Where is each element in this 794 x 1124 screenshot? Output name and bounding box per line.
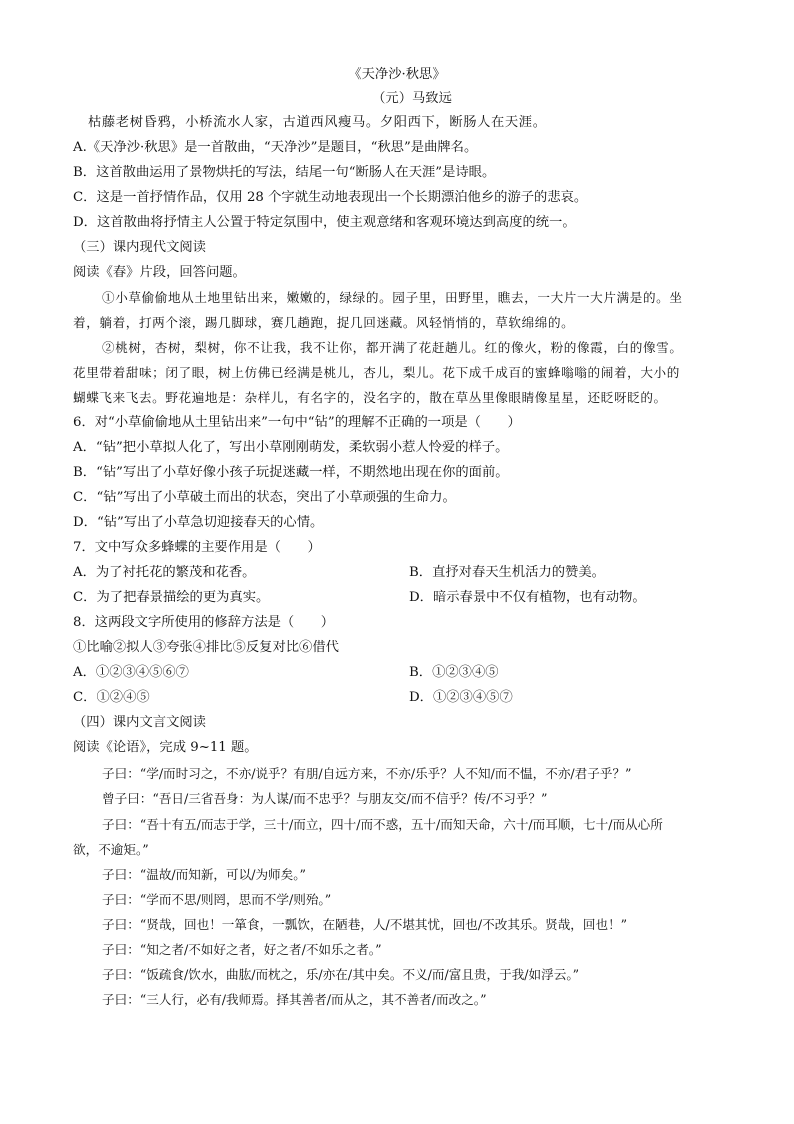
analects-line-2: 曾子曰：“吾日/三省吾身：为人谋/而不忠乎？与朋友交/而不信乎？传/不习乎？” [102,791,548,806]
analects-line-1: 子曰：“学/而时习之，不亦/说乎？有朋/自远方来，不亦/乐乎？人不知/而不愠，不亦/君子乎？” [102,766,632,781]
poem-text: 枯藤老树昏鸦，小桥流水人家，古道西风瘦马。夕阳西下，断肠人在天涯。 [88,115,547,130]
poem-option-b: B．这首散曲运用了景物烘托的写法，结尾一句“断肠人在天涯”是诗眼。 [73,165,496,180]
q8-option-b: B．①②③④⑤ [409,665,499,680]
q6-option-d: D．“钻”写出了小草急切迎接春天的心情。 [73,515,324,530]
passage-p2-line3: 蝴蝶飞来飞去。野花遍地是：杂样儿，有名字的，没名字的，散在草丛里像眼睛像星星，还眨呀眨的。 [73,390,667,405]
q6-stem: 6．对“小草偷偷地从土里钻出来”一句中“钻”的理解不正确的一项是（ ） [73,415,521,430]
passage-p1-line1: ①小草偷偷地从土地里钻出来，嫩嫩的，绿绿的。园子里，田野里，瞧去，一大片一大片满是的。坐 [102,290,683,305]
analects-line-3: 子曰：“吾十有五/而志于学，三十/而立，四十/而不惑，五十/而知天命，六十/而耳顺，七十/而从心所 [102,817,663,832]
poem-title: 《天净沙·秋思》 [348,67,446,82]
q7-option-d: D．暗示春景中不仅有植物，也有动物。 [409,590,646,605]
q8-option-d: D．①②③④⑤⑦ [409,690,513,705]
section3-heading: （三）课内现代文阅读 [73,240,206,255]
q7-option-b: B．直抒对春天生机活力的赞美。 [409,565,605,580]
q6-option-c: C．“钻”写出了小草破土而出的状态，突出了小草顽强的生命力。 [73,490,456,505]
q7-option-a: A．为了衬托花的繁茂和花香。 [73,565,256,580]
poem-option-a: A.《天净沙·秋思》是一首散曲，“天净沙”是题目，“秋思”是曲牌名。 [73,140,478,155]
poem-option-d: D．这首散曲将抒情主人公置于特定氛围中，使主观意绪和客观环境达到高度的统一。 [73,215,576,230]
q8-option-a: A．①②③④⑤⑥⑦ [73,665,189,680]
passage-p1-line2: 着，躺着，打两个滚，踢几脚球，赛几趟跑，捉几回迷藏。风轻悄悄的，草软绵绵的。 [73,315,575,330]
section4-instruction: 阅读《论语》，完成 9~11 题。 [73,740,258,755]
poem-author: （元）马致远 [372,91,452,106]
passage-p2-line1: ②桃树，杏树，梨树，你不让我，我不让你，都开满了花赶趟儿。红的像火，粉的像霞，白的像雪。 [102,340,683,355]
analects-line-9: 子曰：“三人行，必有/我师焉。择其善者/而从之，其不善者/而改之。” [102,992,487,1007]
q7-option-c: C．为了把春景描绘的更为真实。 [73,590,270,605]
q8-option-c: C．①②④⑤ [73,690,150,705]
section3-instruction: 阅读《春》片段，回答问题。 [73,265,246,280]
poem-option-c: C．这是一首抒情作品，仅用 28 个字就生动地表现出一个长期漂泊他乡的游子的悲哀。 [73,190,588,205]
passage-p2-line2: 花里带着甜味；闭了眼，树上仿佛已经满是桃儿，杏儿，梨儿。花下成千成百的蜜蜂嗡嗡的闹着，大小的 [73,365,680,380]
analects-line-3-cont: 欲，不逾矩。” [73,842,149,857]
analects-line-5: 子曰：“学而不思/则罔，思而不学/则殆。” [102,892,332,907]
analects-line-4: 子曰：“温故/而知新，可以/为师矣。” [102,867,306,882]
analects-line-7: 子曰：“知之者/不如好之者，好之者/不如乐之者。” [102,942,382,957]
q8-device-list: ①比喻②拟人③夸张④排比⑤反复对比⑥借代 [73,640,339,655]
analects-line-8: 子曰：“饭疏食/饮水，曲肱/而枕之，乐/亦在/其中矣。不义/而/富且贵，于我/如浮云。” [102,967,580,982]
q8-stem: 8．这两段文字所使用的修辞方法是（ ） [73,615,335,630]
analects-line-6: 子曰：“贤哉，回也！一箪食，一瓢饮，在陋巷，人/不堪其忧，回也/不改其乐。贤哉，回也！” [102,917,628,932]
q6-option-a: A．“钻”把小草拟人化了，写出小草刚刚萌发，柔软弱小惹人怜爱的样子。 [73,440,509,455]
q6-option-b: B．“钻”写出了小草好像小孩子玩捉迷藏一样，不期然地出现在你的面前。 [73,465,509,480]
section4-heading: （四）课内文言文阅读 [73,715,206,730]
q7-stem: 7．文中写众多蜂蝶的主要作用是（ ） [73,540,321,555]
